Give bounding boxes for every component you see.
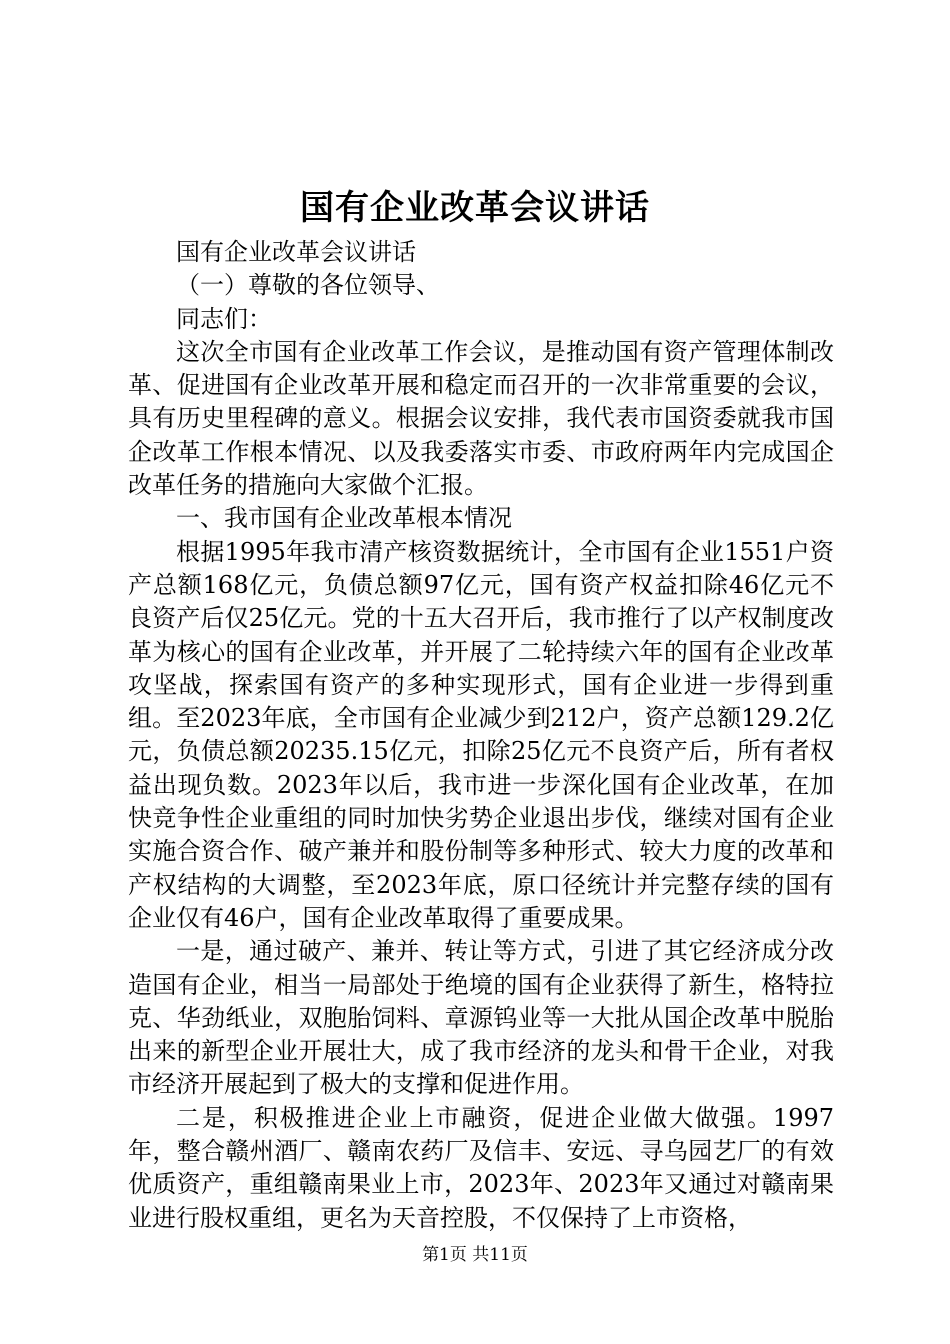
page-number-footer: 第1页 共11页	[422, 1245, 528, 1265]
paragraph-point-2: 二是，积极推进企业上市融资，促进企业做大做强。1997年，整合赣州酒厂、赣南农药厂及信丰、安远、寻乌园艺厂的有效优质资产，重组赣南果业上市，2023年、2023年又通过对赣南果业进行股权重组，更名为天音控股，不仅保持了上市资格，	[128, 1103, 834, 1232]
paragraph-salutation-comrades: 同志们：	[176, 304, 272, 333]
paragraph-intro: 这次全市国有企业改革工作会议，是推动国有资产管理体制改革、促进国有企业改革开展和稳定而召开的一次非常重要的会议，具有历史里程碑的意义。根据会议安排，我代表市国资委就我市国企改革工作根本情况、以及我委落实市委、市政府两年内完成国企改革任务的措施向大家做个汇报。	[128, 337, 834, 500]
paragraph-point-1: 一是，通过破产、兼并、转让等方式，引进了其它经济成分改造国有企业，相当一局部处于绝境的国有企业获得了新生，格特拉克、华劲纸业，双胞胎饲料、章源钨业等一大批从国企改革中脱胎出来的新型企业开展壮大，成了我市经济的龙头和骨干企业，对我市经济开展起到了极大的支撑和促进作用。	[128, 937, 834, 1099]
document-body	[128, 236, 834, 1235]
document-title: 国有企业改革会议讲话	[300, 188, 650, 228]
paragraph-heading-repeat: 国有企业改革会议讲话	[176, 238, 416, 266]
paragraph-salutation: （一）尊敬的各位领导、	[176, 271, 440, 300]
section-heading-1: 一、我市国有企业改革根本情况	[176, 504, 512, 533]
paragraph-overview: 根据1995年我市清产核资数据统计，全市国有企业1551户资产总额168亿元，负债总额97亿元，国有资产权益扣除46亿元不良资产后仅25亿元。党的十五大召开后，我市推行了以产权制度改革为核心的国有企业改革，并开展了二轮持续六年的国有企业改革攻坚战，探索国有资产的多种实现形式，国有企业进一步得到重组。至2023年底，全市国有企业减少到212户，资产总额129.2亿元，负债总额20235.15亿元，扣除25亿元不良资产后，所有者权益出现负数。2023年以后，我市进一步深化国有企业改革，在加快竞争性企业重组的同时加快劣势企业退出步伐，继续对国有企业实施合资合作、破产兼并和股份制等多种形式、较大力度的改革和产权结构的大调整，至2023年底，原口径统计并完整存续的国有企业仅有46户，国有企业改革取得了重要成果。	[128, 537, 834, 932]
